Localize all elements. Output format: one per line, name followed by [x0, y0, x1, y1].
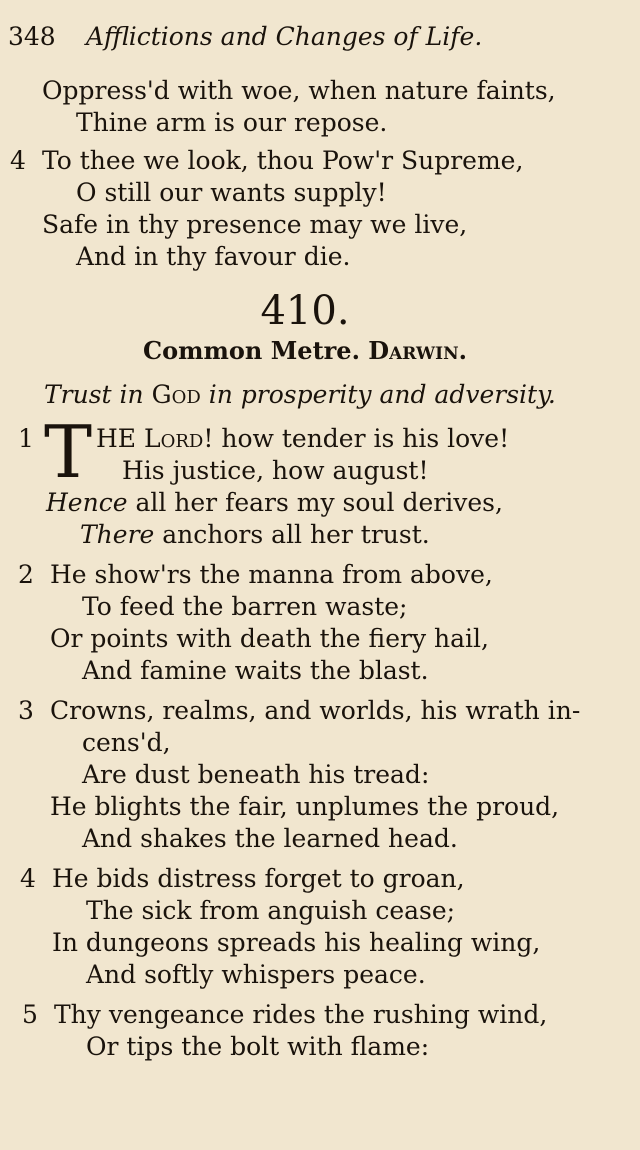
verse-emphasis: Hence — [46, 488, 128, 517]
verse-line: To thee we look, thou Pow'r Supreme, — [42, 146, 524, 175]
verse-line: And famine waits the blast. — [82, 656, 429, 685]
verse-line: Are dust beneath his tread: — [82, 760, 430, 789]
page-number: 348 — [8, 22, 56, 51]
verse-line: And in thy favour die. — [76, 242, 351, 271]
verse-line — [80, 520, 430, 550]
page-header — [8, 22, 482, 51]
verse-lord: Lord — [144, 424, 204, 453]
hymn-author: Darwin. — [368, 336, 467, 365]
verse-line: He bids distress forget to groan, — [52, 864, 465, 893]
verse-line: Crowns, realms, and worlds, his wrath in- — [50, 696, 581, 725]
subtitle-part: Trust in — [44, 380, 144, 409]
running-title: Afflictions and Changes of Life. — [86, 22, 483, 51]
verse-line: And softly whispers peace. — [86, 960, 426, 989]
stanza-number: 2 — [18, 560, 34, 589]
verse-text: all her fears my soul derives, — [127, 488, 503, 517]
stanza-number: 4 — [20, 864, 36, 893]
verse-line: Thine arm is our repose. — [76, 108, 388, 137]
verse-line: The sick from anguish cease; — [86, 896, 456, 925]
verse-line: cens'd, — [82, 728, 171, 757]
subtitle-part: in prosperity and adversity. — [208, 380, 556, 409]
hymn-number: 410. — [260, 288, 350, 334]
subtitle-god: God — [151, 380, 201, 409]
verse-line: Or points with death the fiery hail, — [50, 624, 489, 653]
verse-line: In dungeons spreads his healing wing, — [52, 928, 541, 957]
verse-line: He blights the fair, unplumes the proud, — [50, 792, 560, 821]
verse-line — [46, 488, 503, 518]
verse-line: O still our wants supply! — [76, 178, 387, 207]
verse-line: Oppress'd with woe, when nature faints, — [42, 76, 556, 105]
stanza-number: 1 — [18, 424, 34, 453]
meter-label: Common Metre. — [143, 336, 360, 365]
verse-line: He show'rs the manna from above, — [50, 560, 493, 589]
stanza-number: 4 — [10, 146, 26, 175]
hymn-meter — [0, 336, 610, 365]
verse-emphasis: There — [80, 520, 155, 549]
verse-line: Thy vengeance rides the rushing wind, — [54, 1000, 548, 1029]
verse-line: And shakes the learned head. — [82, 824, 458, 853]
verse-line: Safe in thy presence may we live, — [42, 210, 468, 239]
verse-text: HE — [96, 424, 137, 453]
verse-line: His justice, how august! — [122, 456, 429, 485]
drop-cap: T — [44, 410, 93, 494]
verse-text: ! how tender is his love! — [203, 424, 510, 453]
stanza-number: 5 — [22, 1000, 38, 1029]
hymn-subtitle — [44, 380, 556, 409]
verse-line: To feed the barren waste; — [82, 592, 408, 621]
verse-line — [96, 424, 509, 454]
verse-line: Or tips the bolt with flame: — [86, 1032, 430, 1061]
verse-text: anchors all her trust. — [154, 520, 430, 549]
stanza-number: 3 — [18, 696, 34, 725]
